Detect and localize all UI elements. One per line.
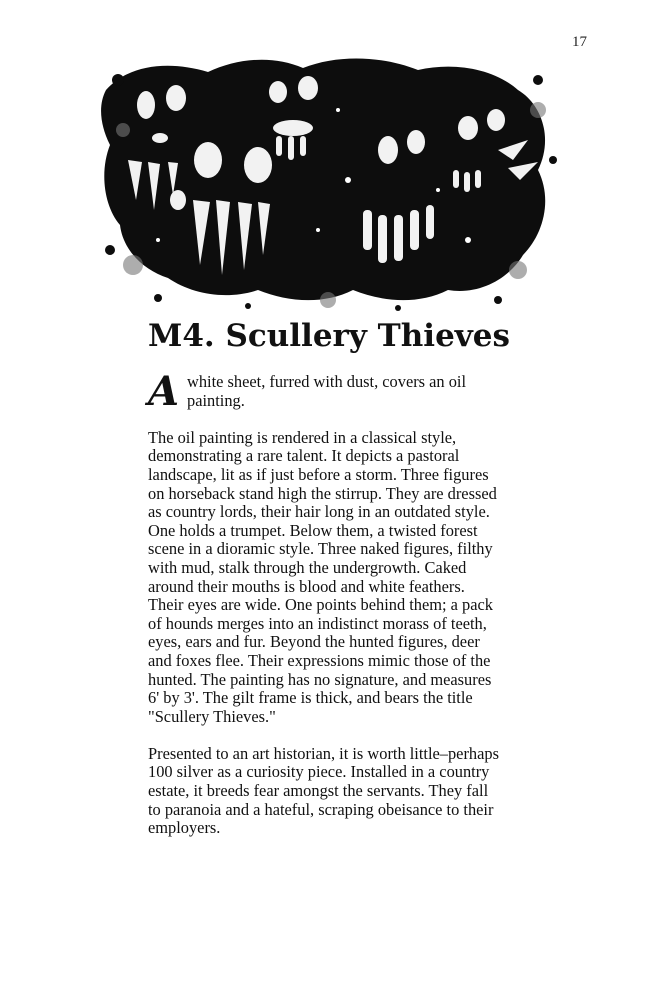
value-paragraph: Presented to an art historian, it is worth little–perhaps 100 silver as a curiosity piece. Installed in a country estate, it breeds fear amongst the servants. They fall to paranoia and a hateful, scraping obeisance to their employers. — [148, 743, 499, 838]
intro-paragraph — [148, 368, 504, 415]
article-body — [148, 368, 504, 856]
drop-cap: A — [148, 368, 180, 415]
section-title: M4. Scullery Thieves — [148, 318, 510, 354]
intro-text: white sheet, furred with dust, covers an oil painting. — [187, 372, 467, 410]
description-paragraph: The oil painting is rendered in a classical style, demonstrating a rare talent. It depicts a pastoral landscape, lit as if just before a storm. Three figures on horseback stand high the stirrup. They are dressed as country lords, their hair long in an outdated style. One holds a trumpet. Below them, a twisted forest scene in a dioramic style. Three naked figures, filthy with mud, stalk through the undergrowth. Caked around their mouths is blood and white feathers. Their eyes are wide. One points behind them; a pack of hounds merges into an indistinct morass of teeth, eyes, ears and fur. Beyond the hunted figures, deer and foxes flee. Their expressions mimic those of the hunted. The painting has no signature, and measures 6' by 3'. The gilt frame is thick, and bears the title "Scullery Thieves." — [148, 427, 497, 726]
page-number: 17 — [572, 34, 587, 50]
monstrous-faces-illustration — [98, 50, 560, 312]
